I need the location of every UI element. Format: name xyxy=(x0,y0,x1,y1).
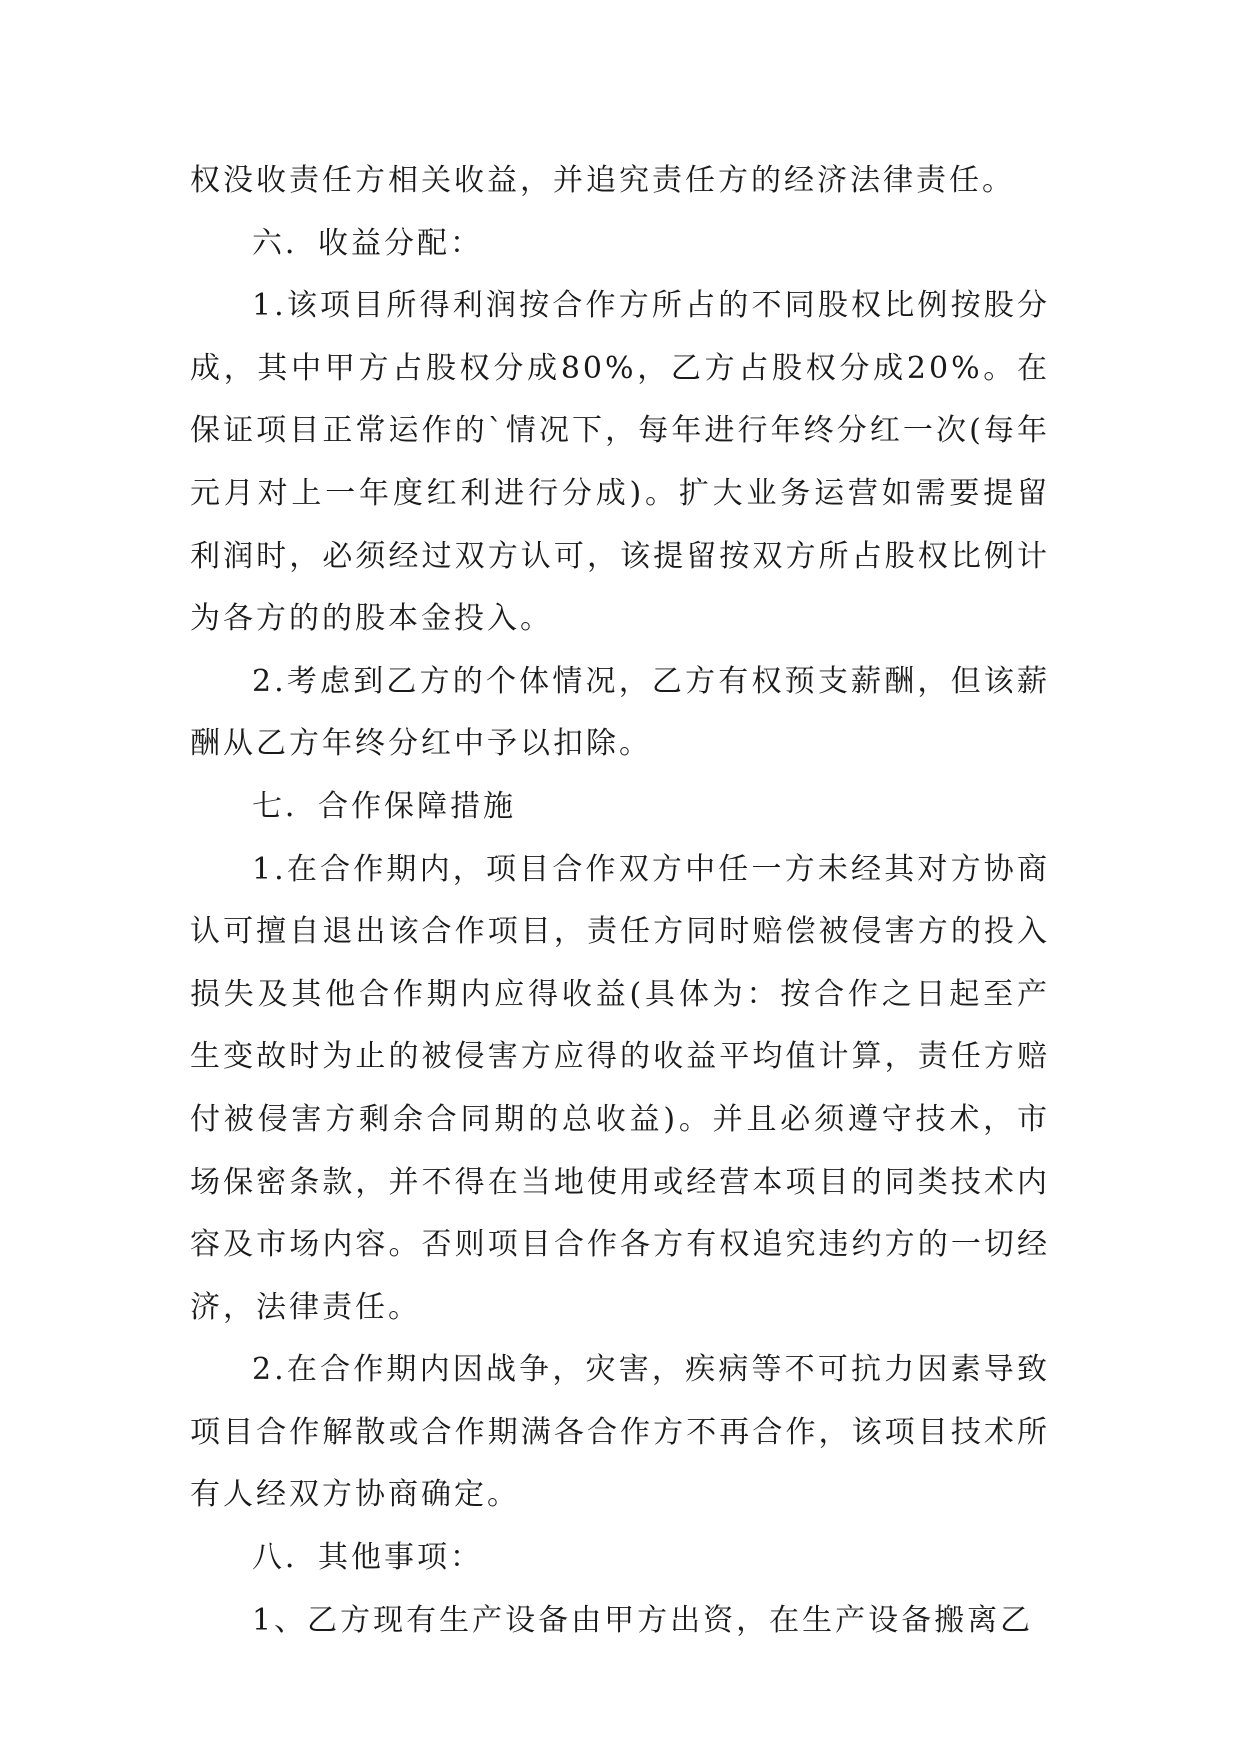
section-heading-profit-distribution: 六．收益分配： xyxy=(252,225,483,261)
paragraph-force-majeure: 2.在合作期内因战争，灾害，疾病等不可抗力因素导致项目合作解散或合作期满各合作方不再合作，该项目技术所有人经双方协商确定。 xyxy=(190,1352,1050,1513)
paragraph-liability-continuation: 权没收责任方相关收益，并追究责任方的经济法律责任。 xyxy=(190,163,1015,198)
document-body xyxy=(190,150,1050,1652)
paragraph-salary-advance: 2.考虑到乙方的个体情况，乙方有权预支薪酬，但该薪酬从乙方年终分红中予以扣除。 xyxy=(190,663,1050,762)
paragraph-equipment: 1、乙方现有生产设备由甲方出资，在生产设备搬离乙 xyxy=(252,1602,1034,1638)
section-heading-other-matters: 八．其他事项： xyxy=(252,1540,483,1576)
paragraph-profit-share: 1.该项目所得利润按合作方所占的不同股权比例按股分成，其中甲方占股权分成80%，乙方占股权分成20%。在保证项目正常运作的`情况下，每年进行年终分红一次(每年元月对上一年度红利进行分成)。扩大业务运营如需要提留利润时，必须经过双方认可，该提留按双方所占股权比例计为各方的的股本金投入。 xyxy=(190,288,1050,637)
section-heading-cooperation-safeguards: 七．合作保障措施 xyxy=(252,788,516,824)
paragraph-early-withdrawal: 1.在合作期内，项目合作双方中任一方未经其对方协商认可擅自退出该合作项目，责任方同时赔偿被侵害方的投入损失及其他合作期内应得收益(具体为：按合作之日起至产生变故时为止的被侵害方应得的收益平均值计算，责任方赔付被侵害方剩余合同期的总收益)。并且必须遵守技术，市场保密条款，并不得在当地使用或经营本项目的同类技术内容及市场内容。否则项目合作各方有权追究违约方的一切经济，法律责任。 xyxy=(190,851,1050,1325)
